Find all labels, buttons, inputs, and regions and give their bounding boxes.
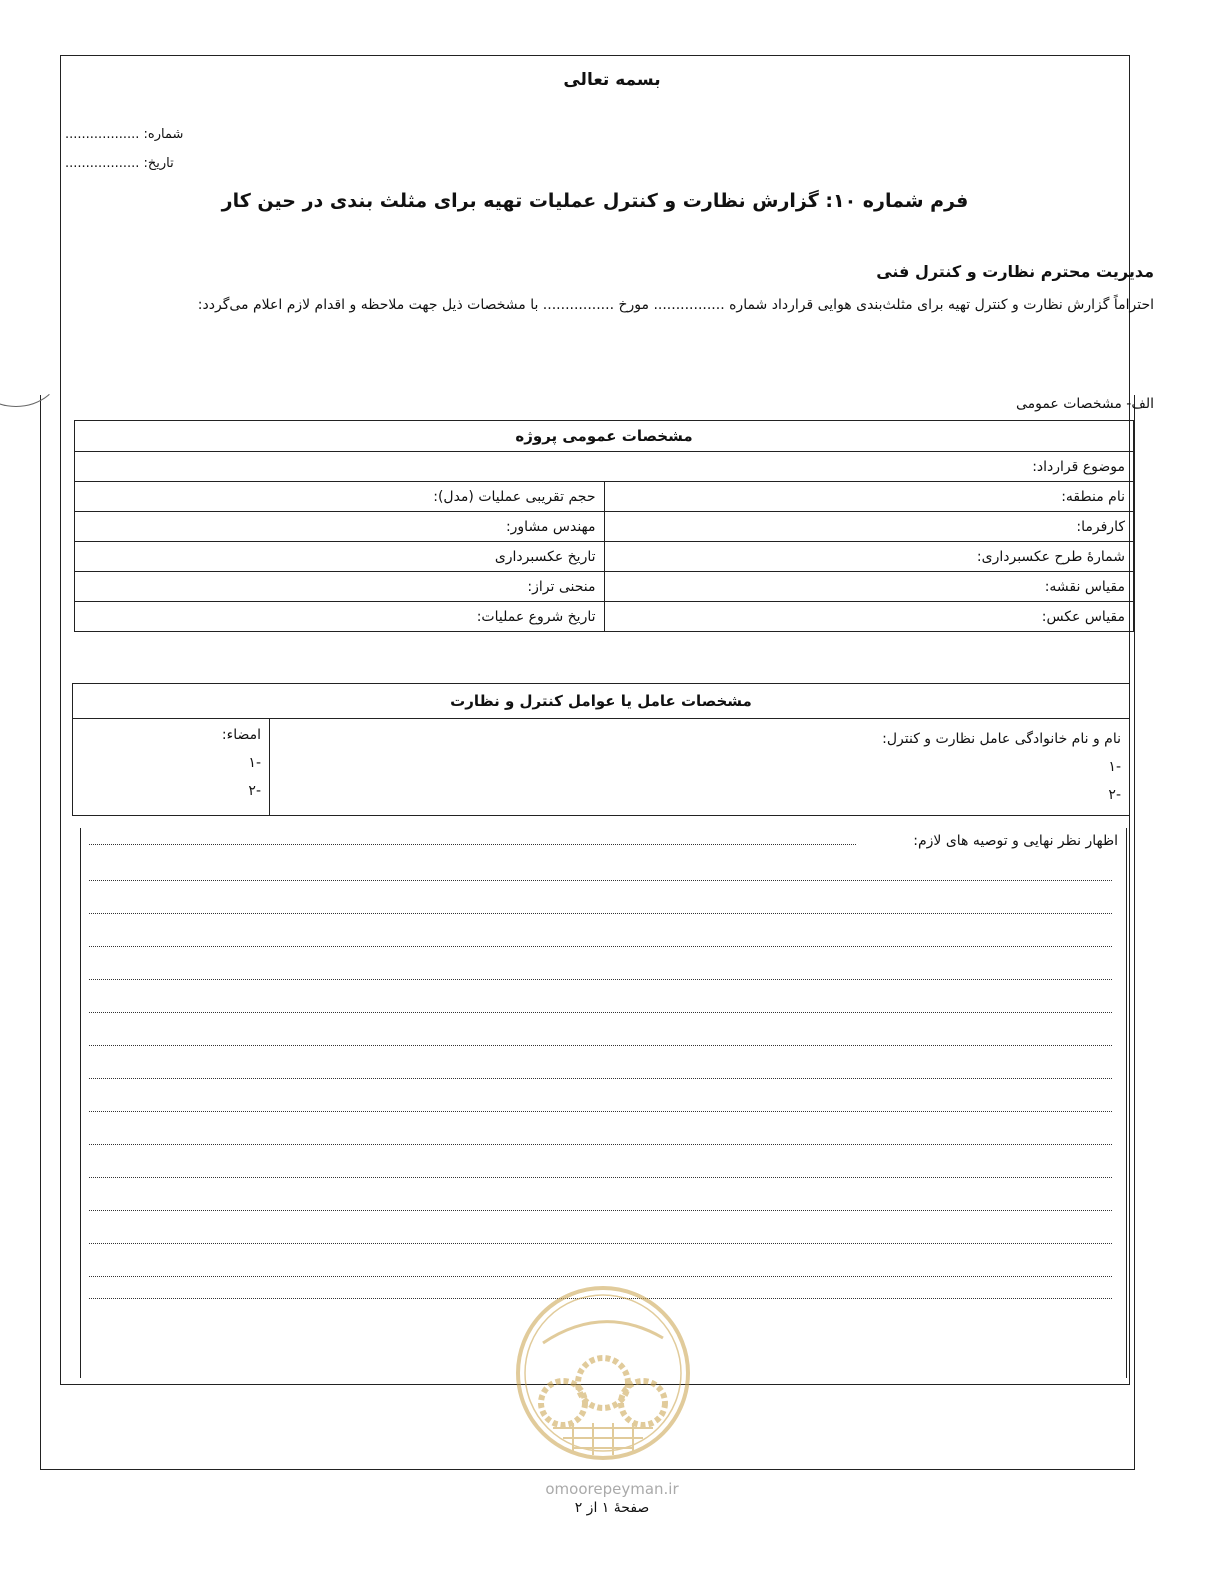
notes-dotted-line [89,1012,1112,1013]
notes-dotted-line [89,1276,1112,1277]
notes-dotted-line [89,1045,1112,1046]
contour-interval-field[interactable]: منحنی تراز: [75,572,605,602]
notes-dotted-line [89,946,1112,947]
agents-table [72,683,1130,816]
date-field: تاریخ: .................. [65,156,174,171]
contract-subject-field[interactable]: موضوع قرارداد: [75,452,1134,482]
project-table [74,420,1134,632]
notes-dotted-line [89,1078,1112,1079]
page-footer: صفحهٔ ۱ از ۲ [574,1500,650,1516]
project-table-heading: مشخصات عمومی پروژه [75,421,1134,452]
addressee: مدیریت محترم نظارت و کنترل فنی [876,262,1154,281]
employer-field[interactable]: کارفرما: [604,512,1134,542]
photo-scale-field[interactable]: مقیاس عکس: [604,602,1134,632]
agent-names-cell[interactable] [270,719,1130,816]
photo-date-field[interactable]: تاریخ عکسبرداری [75,542,605,572]
watermark-url: omoorepeyman.ir [545,1480,679,1498]
number-field: شماره: .................. [65,127,184,142]
signature-label: امضاء: [221,727,261,743]
notes-dotted-line [89,844,856,845]
section-a-heading: الف- مشخصات عمومی [1015,396,1154,412]
notes-dotted-line [89,1177,1112,1178]
intro-paragraph: احتراماً گزارش نظارت و کنترل تهیه برای مثلث‌بندی هوایی قرارداد شماره ................ مورخ ................ با مشخصات ذیل جهت ملاحظه و اقدام لازم اعلام می‌گردد: [197,297,1154,313]
signature-cell[interactable] [73,719,270,816]
form-title: فرم شماره ۱۰: گزارش نظارت و کنترل عملیات تهیه برای مثلث بندی در حین کار [221,190,969,212]
notes-dotted-line [89,913,1112,914]
operation-volume-field[interactable]: حجم تقریبی عملیات (مدل): [75,482,605,512]
consultant-field[interactable]: مهندس مشاور: [75,512,605,542]
bismillah-heading: بسمه تعالی [563,70,661,90]
agent-name-2: -۲ [1108,787,1121,803]
notes-dotted-line [89,979,1112,980]
watermark-logo-icon [503,1283,703,1463]
agent-names-label: نام و نام خانوادگی عامل نظارت و کنترل: [882,731,1121,747]
notes-dotted-line [89,1243,1112,1244]
map-scale-field[interactable]: مقیاس نقشه: [604,572,1134,602]
photo-plan-number-field[interactable]: شمارهٔ طرح عکسبرداری: [604,542,1134,572]
agents-table-heading: مشخصات عامل یا عوامل کنترل و نظارت [73,684,1130,719]
notes-dotted-line [89,1111,1112,1112]
notes-label: اظهار نظر نهایی و توصیه های لازم: [913,833,1118,849]
agent-name-1: -۱ [1108,759,1121,775]
notes-dotted-line [89,1210,1112,1211]
region-name-field[interactable]: نام منطقه: [604,482,1134,512]
signature-2: -۲ [248,783,261,799]
notes-dotted-line [89,880,1112,881]
notes-dotted-line [89,1144,1112,1145]
signature-1: -۱ [248,755,261,771]
start-date-field[interactable]: تاریخ شروع عملیات: [75,602,605,632]
